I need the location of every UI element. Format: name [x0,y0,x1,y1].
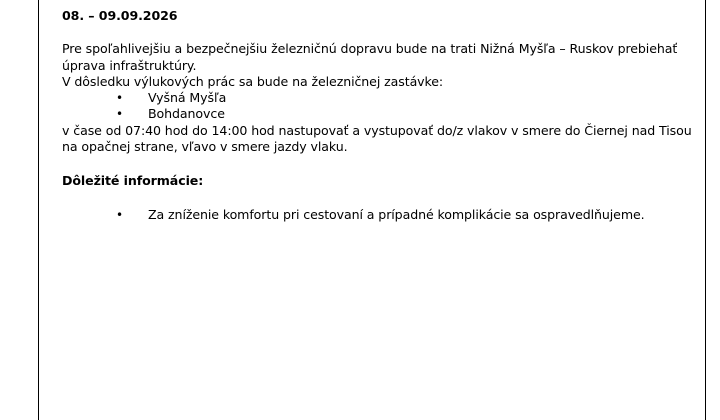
notice-content [62,8,692,223]
stops-list [62,90,692,123]
list-item [62,90,692,106]
info-heading: Dôležité informácie: [62,173,204,189]
stop-name: Bohdanovce [148,106,225,122]
list-item [62,106,692,122]
date-range: 08. – 09.09.2026 [62,8,178,23]
after-line: v čase od 07:40 hod do 14:00 hod nastupovať a vystupovať do/z vlakov v smere do Čiernej nad Tisou [62,122,692,138]
bullet-icon: • [116,207,123,222]
stop-name: Vyšná Myšľa [148,90,227,106]
intro-line: Pre spoľahlivejšiu a bezpečnejšiu železničnú dopravu bude na trati Nižná Myšľa – Ruskov prebiehať [62,41,678,57]
list-item [62,207,692,223]
info-text: Za zníženie komfortu pri cestovaní a prípadné komplikácie sa ospravedlňujeme. [148,206,645,222]
info-list [62,207,692,223]
after-line: na opačnej strane, vľavo v smere jazdy vlaku. [62,139,348,155]
bullet-icon: • [116,91,123,106]
intro-line: V dôsledku výlukových prác sa bude na železničnej zastávke: [62,73,444,89]
intro-line: úprava infraštruktúry. [62,57,197,73]
bullet-icon: • [116,107,123,122]
